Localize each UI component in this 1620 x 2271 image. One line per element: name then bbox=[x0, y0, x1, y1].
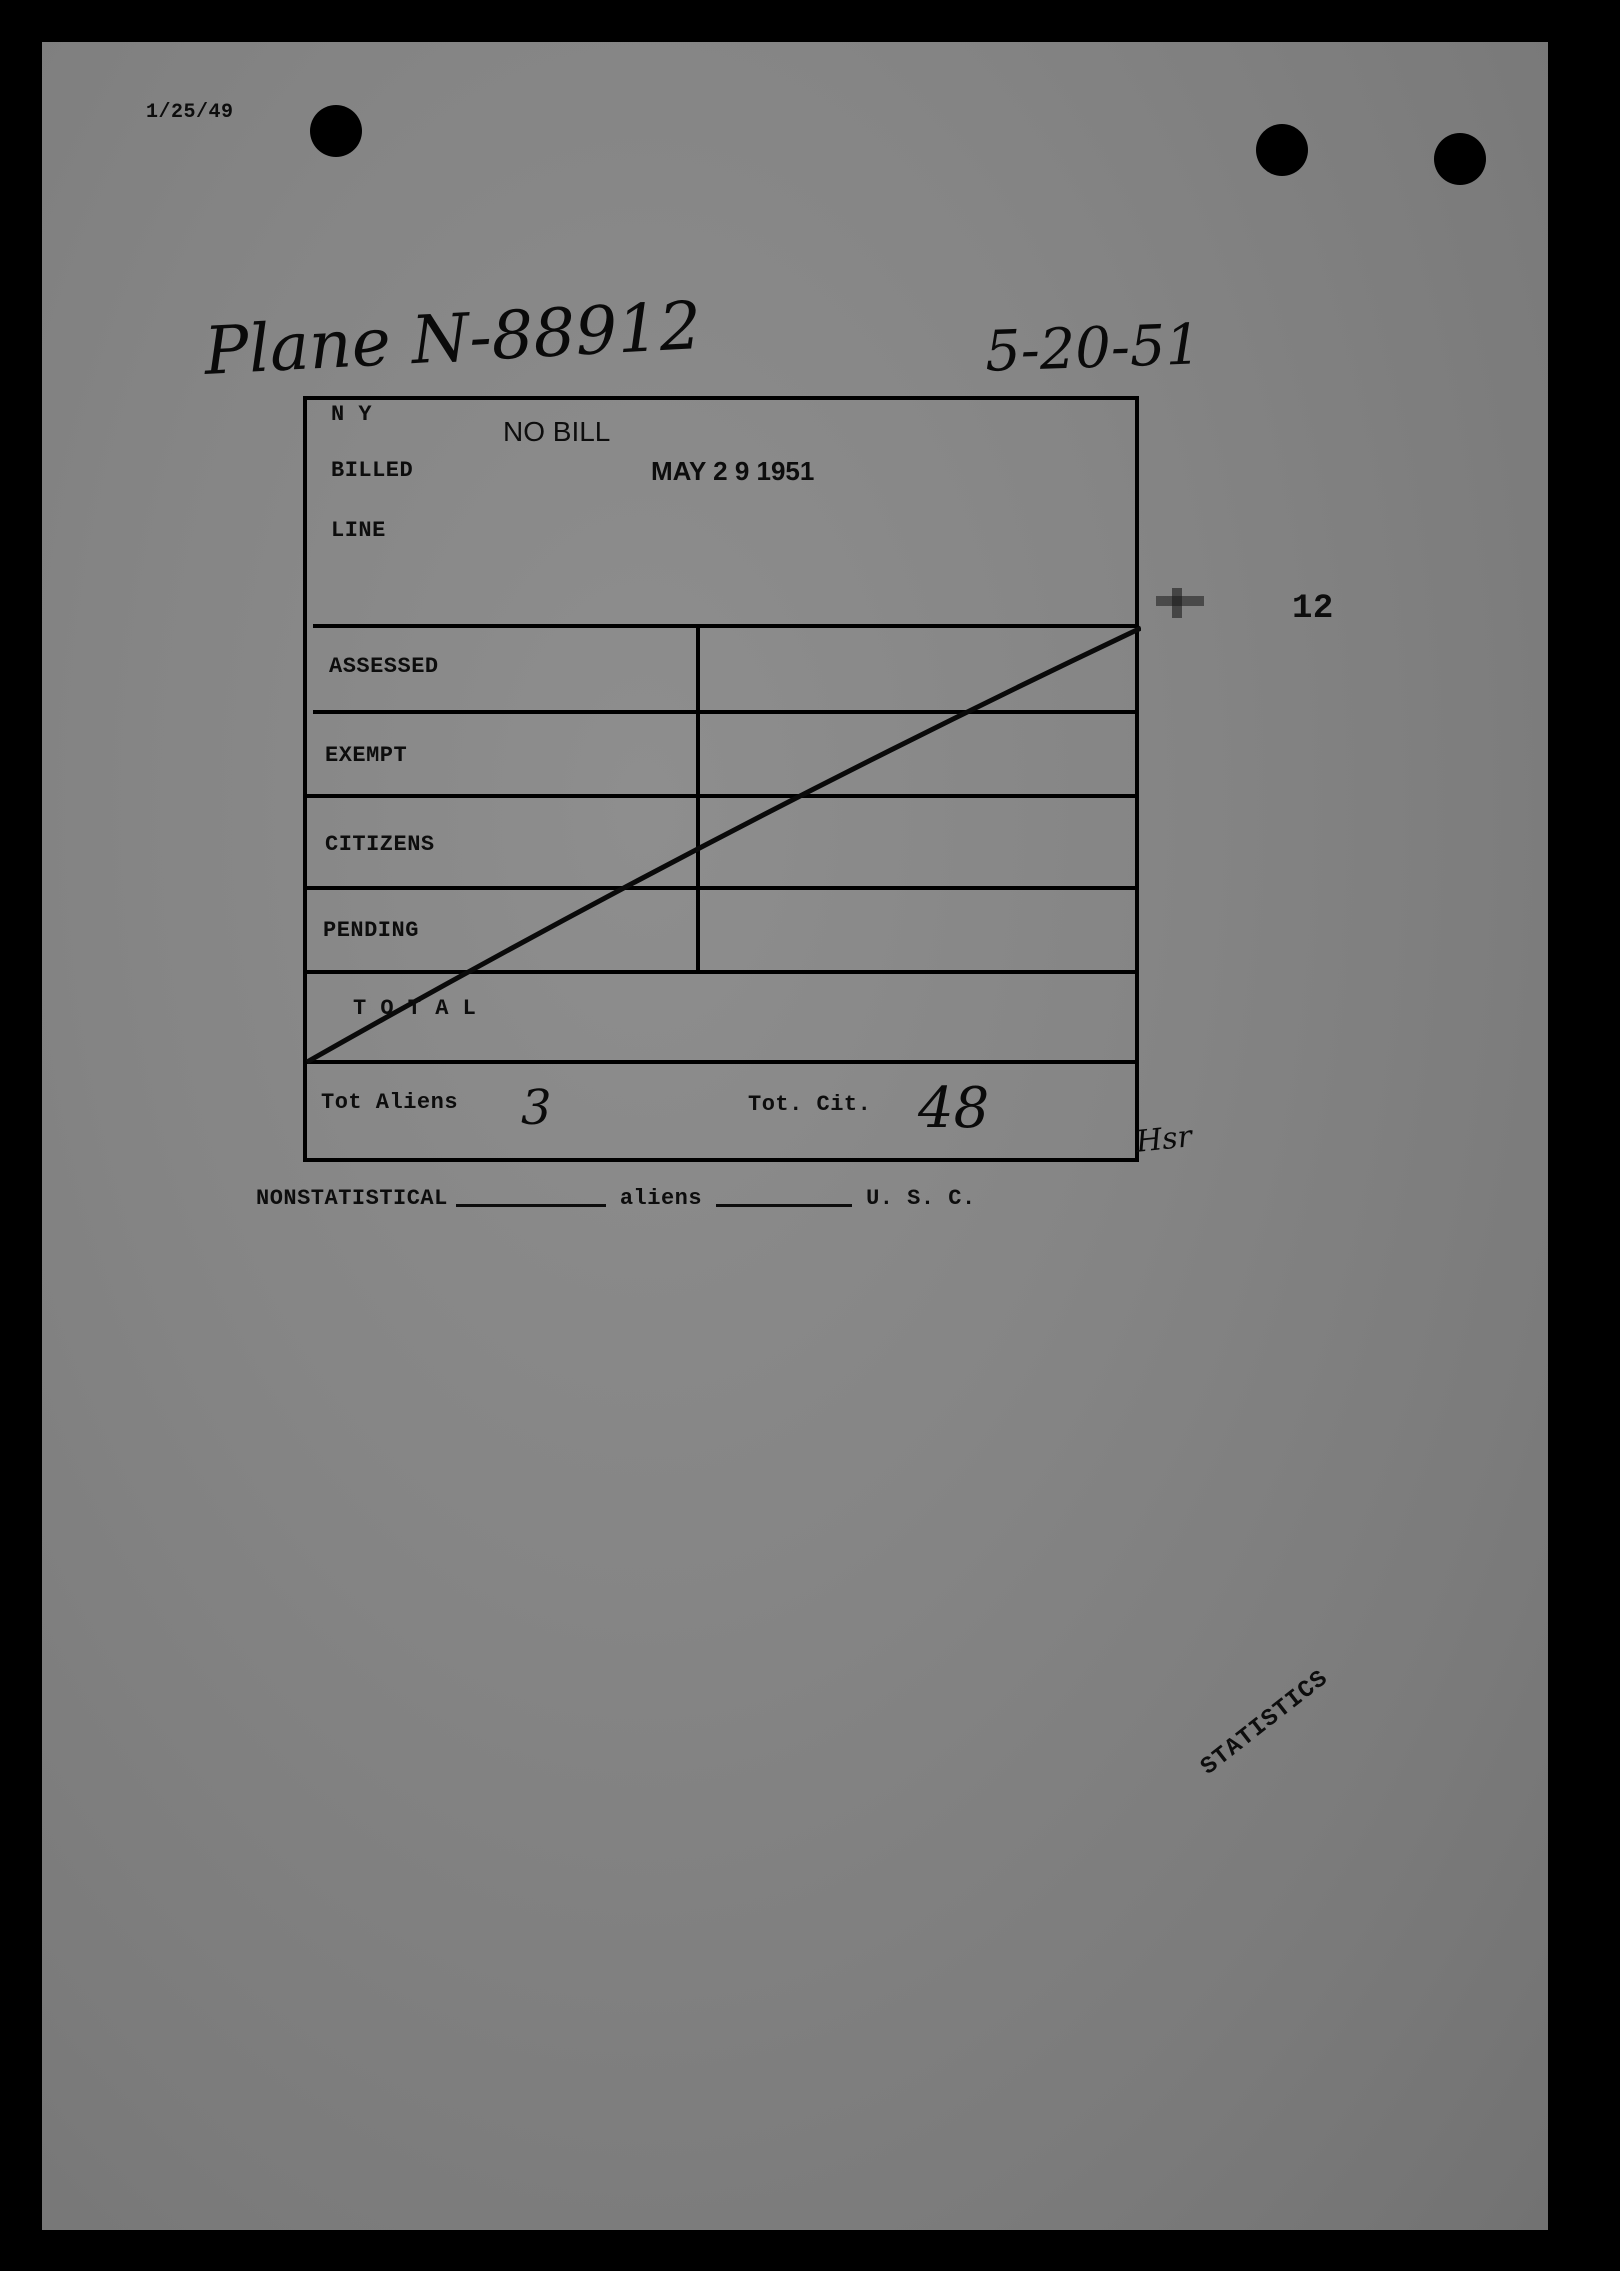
billed-label: BILLED bbox=[331, 458, 414, 483]
statistics-form bbox=[303, 396, 1141, 1164]
exempt-label: EXEMPT bbox=[325, 743, 408, 768]
no-bill-stamp: NO BILL bbox=[503, 416, 611, 447]
plane-label: Plane N-88912 bbox=[202, 287, 704, 390]
aliens-count: 3 bbox=[521, 1080, 552, 1136]
tot-cit-label: Tot. Cit. bbox=[748, 1092, 872, 1117]
aliens-label: aliens bbox=[619, 1186, 703, 1211]
punch-hole-right-1 bbox=[1256, 124, 1308, 176]
line-label: LINE bbox=[331, 518, 386, 543]
total-label: T O T A L bbox=[353, 996, 477, 1021]
tot-aliens-label: Tot Aliens bbox=[321, 1090, 459, 1115]
side-stamp-mark bbox=[1150, 588, 1220, 622]
nonstatistical-blank bbox=[456, 1204, 606, 1207]
corner-note bbox=[112, 100, 234, 124]
handwritten-date: 5-20-51 bbox=[983, 312, 1203, 385]
billed-date-stamp: MAY 2 9 1951 bbox=[651, 456, 815, 486]
handwritten-initials: Hsr bbox=[1134, 1119, 1194, 1160]
nonstatistical-row bbox=[256, 1186, 976, 1211]
pending-label: PENDING bbox=[323, 918, 419, 943]
usc-label: U. S. C. bbox=[866, 1186, 976, 1211]
citizens-count: 48 bbox=[918, 1076, 990, 1141]
punch-hole-right-2 bbox=[1434, 133, 1486, 185]
citizens-label: CITIZENS bbox=[325, 832, 435, 857]
assessed-label: ASSESSED bbox=[329, 654, 439, 679]
side-stamp-number: 12 bbox=[1292, 590, 1334, 628]
form-grid bbox=[303, 396, 1141, 1164]
nonstatistical-label: NONSTATISTICAL bbox=[256, 1186, 448, 1211]
punch-hole-left bbox=[310, 105, 362, 157]
corner-note-bottom: 1/25/49 bbox=[146, 101, 234, 124]
row-nt-label: N Y bbox=[331, 402, 373, 427]
statistics-stamp-text: STATISTICS bbox=[1196, 1665, 1335, 1782]
aliens-blank bbox=[716, 1204, 852, 1207]
